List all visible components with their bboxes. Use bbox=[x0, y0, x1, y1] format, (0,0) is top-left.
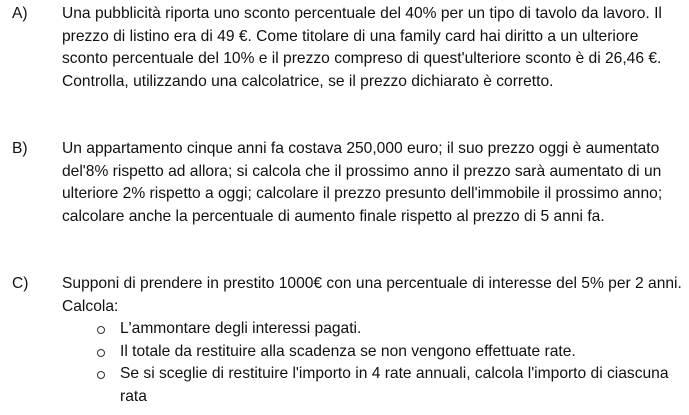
problem-c-text: Supponi di prendere in prestito 1000€ con una percentuale di interesse del 5% per 2 anni. Calcola: bbox=[62, 275, 682, 315]
problem-a-text: Una pubblicità riporta uno sconto percentuale del 40% per un tipo di tavolo da lavoro. Il prezzo di listino era di 49 €. Come titolare di una family card hai diritto a un ulteriore sconto percentuale del 10% e il prezzo compreso di quest'ulteriore sconto è di 26,46 €. Controlla, utilizzando una calcolatrice, se il prezzo dichiarato è corretto. bbox=[62, 5, 662, 90]
problem-a bbox=[10, 3, 682, 93]
problem-c-sublist bbox=[62, 318, 682, 408]
bullet-circle-icon bbox=[62, 318, 120, 341]
sub-item-text: Se si sceglie di restituire l'importo in 4 rate annuali, calcola l'importo di ciascuna rata bbox=[120, 365, 669, 405]
problem-c-content bbox=[62, 273, 682, 408]
problem-b-marker: B) bbox=[12, 140, 28, 157]
sub-item-text: Il totale da restituire alla scadenza se non vengono effettuate rate. bbox=[120, 342, 576, 360]
problem-c bbox=[10, 273, 682, 408]
list-item bbox=[62, 318, 682, 341]
bullet-circle-icon bbox=[62, 363, 120, 408]
list-item bbox=[62, 341, 682, 364]
bullet-circle-icon bbox=[62, 341, 120, 364]
problem-b-text: Un appartamento cinque anni fa costava 250,000 euro; il suo prezzo oggi è aumentato del'8% rispetto ad allora; si calcola che il prossimo anno il prezzo sarà aumentato di un ulteriore 2% rispetto a oggi; calcolare il prezzo presunto dell'immobile il prossimo anno; calcolare anche la percentuale di aumento finale rispetto al prezzo di 5 anni fa. bbox=[62, 140, 663, 225]
problem-b bbox=[10, 138, 682, 228]
problem-a-marker: A) bbox=[12, 5, 28, 22]
sub-item-text: L'ammontare degli interessi pagati. bbox=[120, 320, 362, 337]
problem-c-marker: C) bbox=[12, 275, 29, 292]
list-item bbox=[62, 363, 682, 408]
